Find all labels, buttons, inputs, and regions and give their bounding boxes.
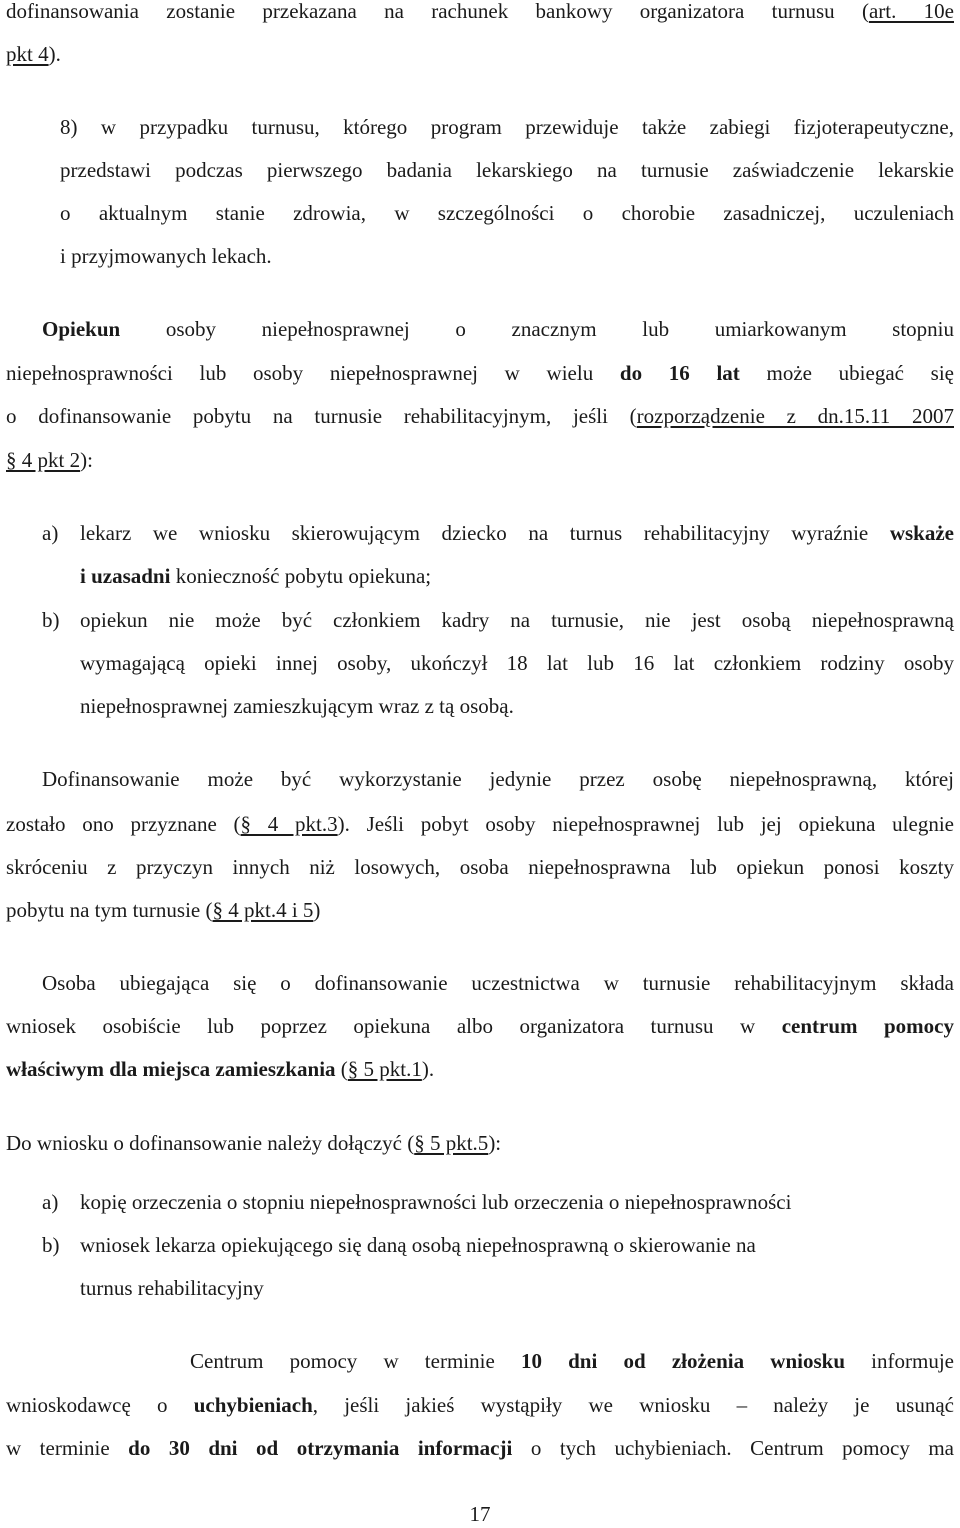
list-item-line: kopię orzeczenia o stopniu niepełnosprawności lub orzeczenia o niepełnosprawności: [80, 1190, 792, 1214]
centrum-paragraph-line: wnioskodawcę o uchybieniach, jeśli jakieś wystąpiły we wniosku – należy je usunąć: [6, 1393, 954, 1417]
regulation-link[interactable]: rozporządzenie z dn.15.11 2007: [636, 404, 954, 428]
list-marker: b): [42, 608, 60, 632]
regulation-link[interactable]: § 4 pkt 2: [6, 448, 81, 472]
page-number: 17: [469, 1502, 491, 1526]
dofinansowanie-paragraph-line: skróceniu z przyczyn innych niż losowych, osoba niepełnosprawna lub opiekun ponosi koszty: [6, 855, 954, 879]
law-reference-link[interactable]: § 5 pkt.1: [347, 1057, 422, 1081]
point-8-line: przedstawi podczas pierwszego badania lekarskiego na turnusie zaświadczenie lekarskie: [60, 158, 954, 182]
point-8-line: o aktualnym stanie zdrowia, w szczególności o chorobie zasadniczej, uczuleniach: [60, 201, 954, 225]
law-reference-link[interactable]: art. 10e: [868, 0, 954, 23]
centrum-paragraph-line: Centrum pomocy w terminie 10 dni od złożenia wniosku informuje: [190, 1349, 954, 1373]
list-item-line: opiekun nie może być członkiem kadry na turnusie, nie jest osobą niepełnosprawną: [80, 608, 954, 632]
paragraph-continuation-line: pkt 4).: [6, 42, 61, 66]
opiekun-paragraph-line: § 4 pkt 2):: [6, 448, 93, 472]
opiekun-paragraph-line: niepełnosprawności lub osoby niepełnosprawnej w wielu do 16 lat może ubiegać się: [6, 361, 954, 385]
law-reference-link[interactable]: § 4 pkt.3: [240, 812, 338, 836]
point-8-line: 8) w przypadku turnusu, którego program przewiduje także zabiegi fizjoterapeutyczne,: [60, 115, 954, 139]
list-item-line: turnus rehabilitacyjny: [80, 1276, 264, 1300]
law-reference-link[interactable]: § 5 pkt.5: [414, 1131, 489, 1155]
osoba-paragraph-line: wniosek osobiście lub poprzez opiekuna albo organizatora turnusu w centrum pomocy: [6, 1014, 954, 1038]
list-item-line: wymagającą opieki innej osoby, ukończył 18 lat lub 16 lat członkiem rodziny osoby: [80, 651, 954, 675]
law-reference-link[interactable]: pkt 4: [6, 42, 49, 66]
osoba-paragraph-line: właściwym dla miejsca zamieszkania (§ 5 pkt.1).: [6, 1057, 435, 1081]
opiekun-paragraph-line: o dofinansowanie pobytu na turnusie rehabilitacyjnym, jeśli (rozporządzenie z dn.15.11 2007: [6, 404, 954, 428]
list-item-line: i uzasadni konieczność pobytu opiekuna;: [80, 564, 432, 588]
opiekun-paragraph-line: Opiekun osoby niepełnosprawnej o znacznym lub umiarkowanym stopniu: [42, 317, 954, 341]
attachments-intro-line: Do wniosku o dofinansowanie należy dołączyć (§ 5 pkt.5):: [6, 1131, 502, 1155]
list-item-line: lekarz we wniosku skierowującym dziecko na turnus rehabilitacyjny wyraźnie wskaże: [80, 521, 954, 545]
list-marker: a): [42, 521, 59, 545]
law-reference-link[interactable]: § 4 pkt.4 i 5: [212, 898, 314, 922]
list-marker: a): [42, 1190, 59, 1214]
point-8-line: i przyjmowanych lekach.: [60, 244, 272, 268]
dofinansowanie-paragraph-line: pobytu na tym turnusie (§ 4 pkt.4 i 5): [6, 898, 321, 922]
dofinansowanie-paragraph-line: Dofinansowanie może być wykorzystanie jedynie przez osobę niepełnosprawną, której: [42, 767, 954, 791]
paragraph-continuation-line: dofinansowania zostanie przekazana na rachunek bankowy organizatora turnusu (art. 10e: [6, 0, 954, 23]
centrum-paragraph-line: w terminie do 30 dni od otrzymania informacji o tych uchybieniach. Centrum pomocy ma: [6, 1436, 954, 1460]
list-item-line: niepełnosprawnej zamieszkującym wraz z tą osobą.: [80, 694, 514, 718]
list-marker: b): [42, 1233, 60, 1257]
list-item-line: wniosek lekarza opiekującego się daną osobą niepełnosprawną o skierowanie na: [80, 1233, 756, 1257]
osoba-paragraph-line: Osoba ubiegająca się o dofinansowanie uczestnictwa w turnusie rehabilitacyjnym składa: [42, 971, 954, 995]
dofinansowanie-paragraph-line: zostało ono przyznane (§ 4 pkt.3). Jeśli pobyt osoby niepełnosprawnej lub jej opiekuna ulegnie: [6, 812, 954, 836]
